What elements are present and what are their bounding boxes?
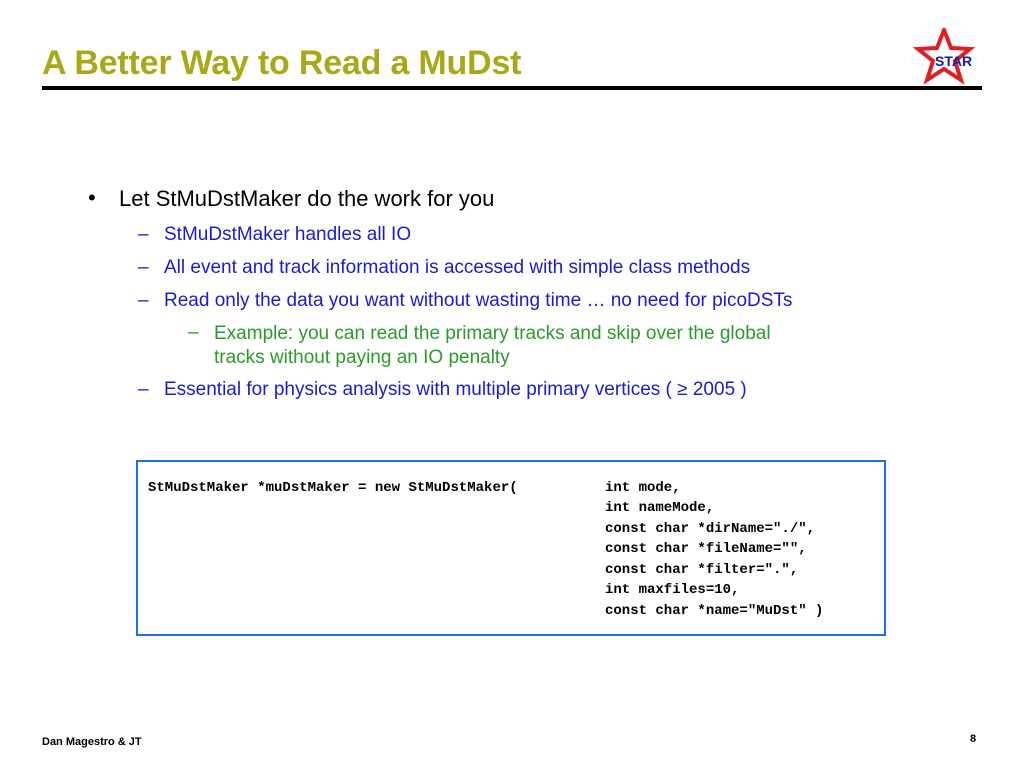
- subsub-bullet-line-2: tracks without paying an IO penalty: [214, 347, 510, 368]
- code-constructor-prefix: StMuDstMaker *muDstMaker = new StMuDstMaker(: [148, 480, 518, 496]
- sub-bullet-text: All event and track information is accessed with simple class methods: [164, 257, 751, 278]
- dash-marker: –: [138, 379, 149, 400]
- code-arg-line: int mode,: [605, 480, 681, 496]
- code-arg-line: const char *filter=".",: [605, 562, 799, 578]
- code-arg-line: int maxfiles=10,: [605, 582, 740, 598]
- subsub-bullet-line-1: Example: you can read the primary tracks and skip over the global: [214, 323, 771, 344]
- code-snippet-box: [136, 460, 886, 636]
- dash-marker: –: [138, 257, 149, 278]
- code-arg-line: int nameMode,: [605, 500, 715, 516]
- code-arg-line: const char *fileName="",: [605, 541, 807, 557]
- dash-marker: –: [188, 322, 199, 343]
- sub-bullet-text: Essential for physics analysis with multiple primary vertices ( ≥ 2005 ): [164, 379, 747, 400]
- page-number: 8: [970, 733, 977, 745]
- bullet-marker: •: [88, 185, 96, 210]
- code-arg-line: const char *dirName="./",: [605, 521, 816, 537]
- sub-bullet-text: Read only the data you want without wasting time … no need for picoDSTs: [164, 290, 793, 311]
- slide-title: A Better Way to Read a MuDst: [42, 44, 522, 82]
- star-logo: [908, 28, 988, 86]
- dash-marker: –: [138, 224, 149, 245]
- dash-marker: –: [138, 290, 149, 311]
- logo-text: STAR: [935, 53, 973, 69]
- code-arg-line: const char *name="MuDst" ): [605, 603, 824, 619]
- footer-author: Dan Magestro & JT: [42, 736, 142, 748]
- title-underline: [42, 86, 982, 90]
- bullet-main-text: Let StMuDstMaker do the work for you: [119, 186, 495, 211]
- sub-bullet-text: StMuDstMaker handles all IO: [164, 224, 412, 245]
